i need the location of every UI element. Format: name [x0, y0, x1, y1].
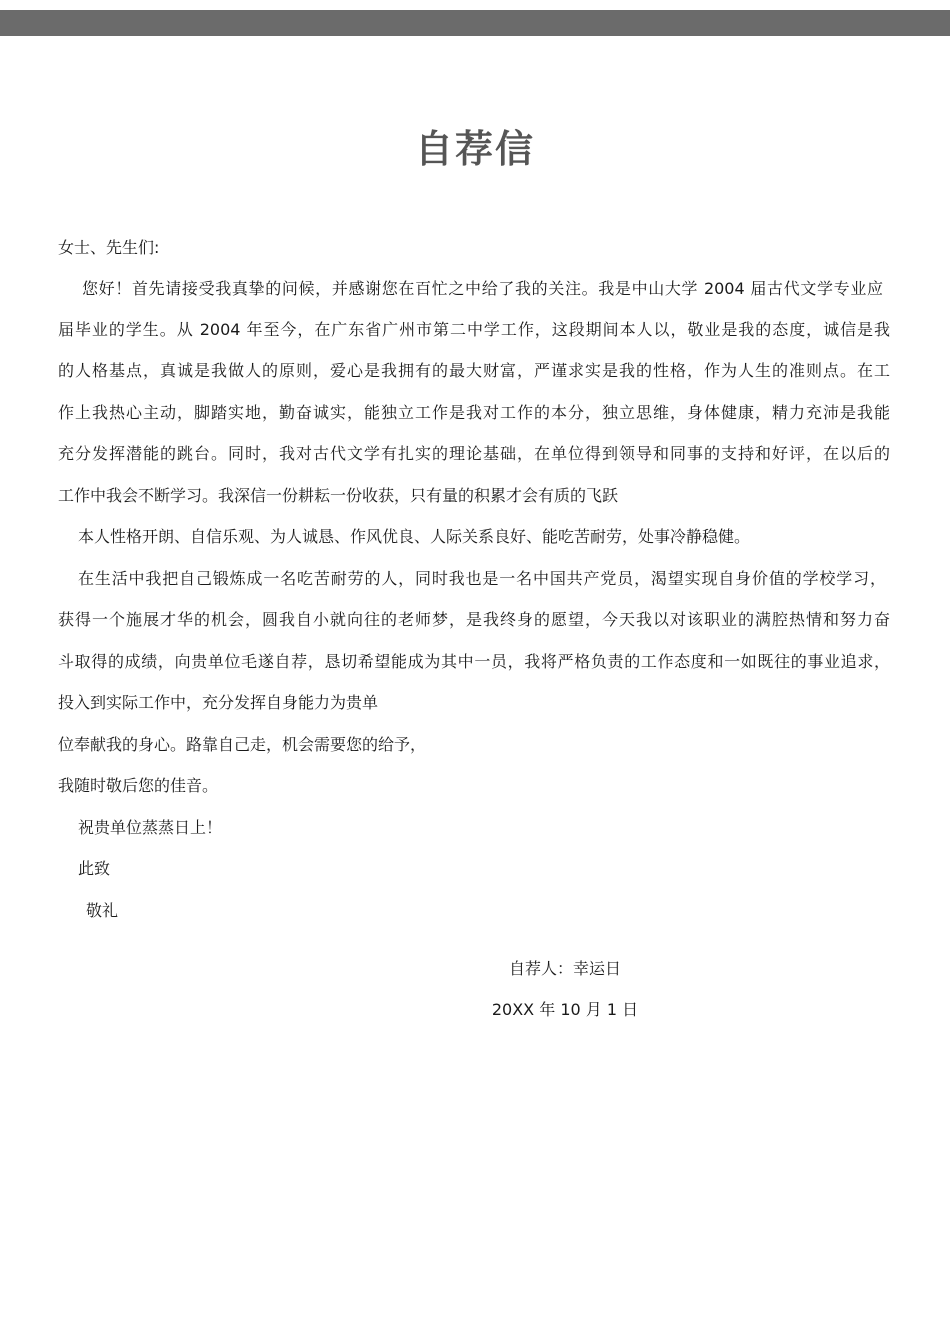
- paragraph-1-line-1: 您好！首先请接受我真挚的问候，并感谢您在百忙之中给了我的关注。我是中山大学 2004 届古代文学专业应: [82, 279, 883, 298]
- paragraph-3-line-6: 我随时敬后您的佳音。: [58, 776, 219, 795]
- paragraph-1-line-2: 届毕业的学生。从 2004 年至今，在广东省广州市第二中学工作，这段期间本人以，敬业是我的态度，诚信是我: [58, 320, 890, 339]
- paragraph-3-line-2: 获得一个施展才华的机会，圆我自小就向往的老师梦，是我终身的愿望，今天我以对该职业的满腔热情和努力奋: [58, 610, 890, 629]
- salutation: 女士、先生们:: [58, 238, 160, 257]
- paragraph-3-line-4: 投入到实际工作中，充分发挥自身能力为贵单: [58, 693, 379, 712]
- closing-regards: 敬礼: [86, 901, 119, 920]
- paragraph-1-line-6: 工作中我会不断学习。我深信一份耕耘一份收获，只有量的积累才会有质的飞跃: [58, 486, 619, 505]
- paragraph-2: 本人性格开朗、自信乐观、为人诚恳、作风优良、人际关系良好、能吃苦耐劳，处事冷静稳健。: [78, 527, 751, 546]
- paragraph-3-line-5: 位奉献我的身心。路靠自己走，机会需要您的给予，: [58, 735, 427, 754]
- page-title: 自荐信: [414, 127, 535, 171]
- closing-salute: 此致: [78, 859, 111, 878]
- paragraph-1-line-5: 充分发挥潜能的跳台。同时，我对古代文学有扎实的理论基础，在单位得到领导和同事的支持和好评，在以后的: [58, 444, 890, 463]
- paragraph-3-line-1: 在生活中我把自己锻炼成一名吃苦耐劳的人，同时我也是一名中国共产党员，渴望实现自身价值的学校学习，: [78, 569, 886, 588]
- signature: 自荐人：幸运日: [508, 959, 621, 978]
- date: 20XX 年 10 月 1 日: [491, 1000, 639, 1019]
- paragraph-3-line-3: 斗取得的成绩，向贵单位毛遂自荐，恳切希望能成为其中一员，我将严格负责的工作态度和一如既往的事业追求，: [58, 652, 890, 671]
- header-bar: [0, 10, 950, 36]
- paragraph-1-line-4: 作上我热心主动，脚踏实地，勤奋诚实，能独立工作是我对工作的本分，独立思维，身体健康，精力充沛是我能: [58, 403, 890, 422]
- paragraph-1-line-3: 的人格基点，真诚是我做人的原则，爱心是我拥有的最大财富，严谨求实是我的性格，作为人生的准则点。在工: [58, 361, 890, 380]
- wish-line: 祝贵单位蒸蒸日上！: [78, 818, 223, 837]
